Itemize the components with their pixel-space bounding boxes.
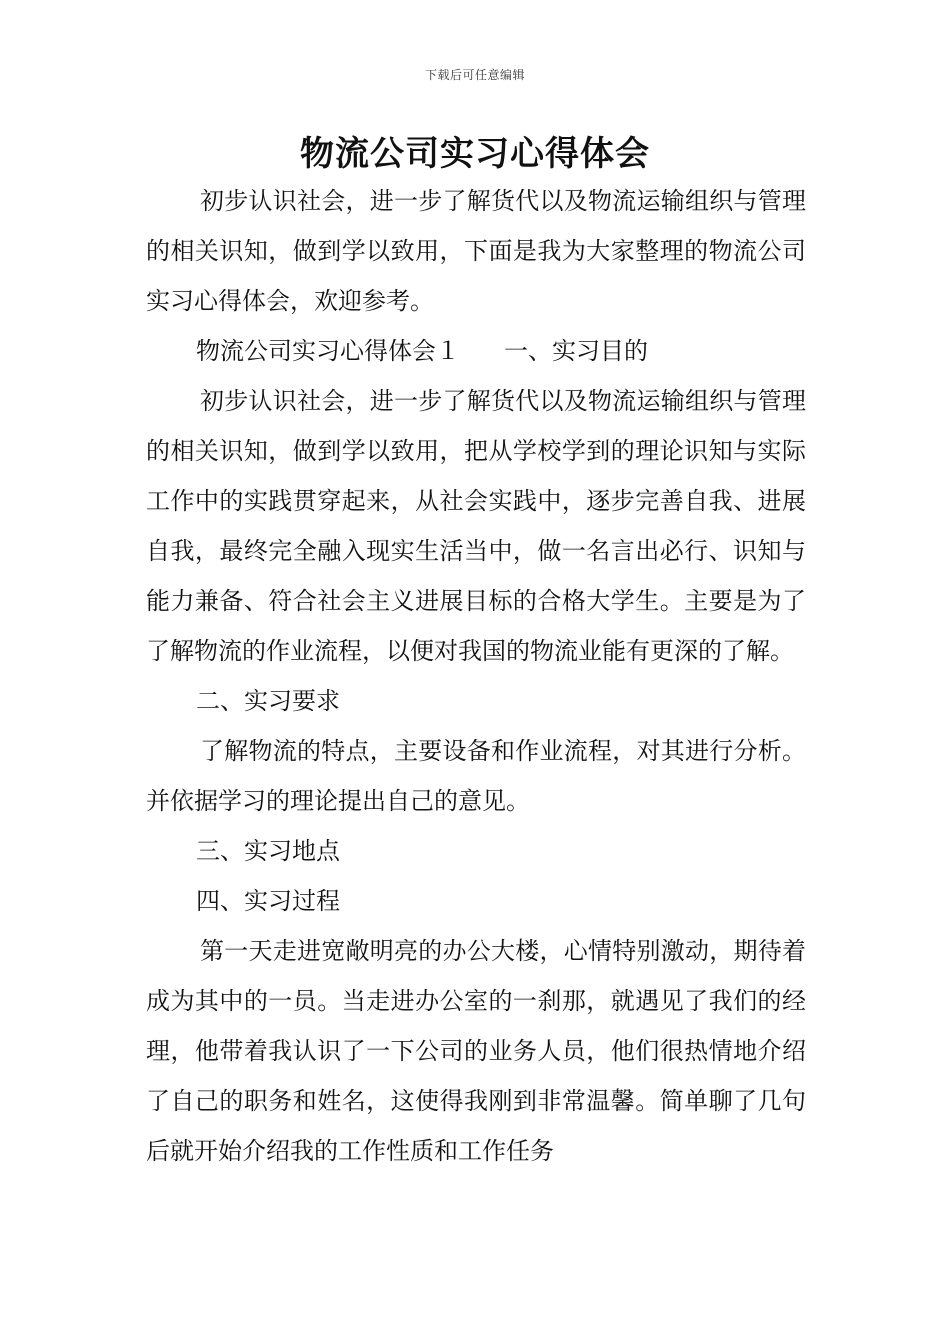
purpose-paragraph: 初步认识社会，进一步了解货代以及物流运输组织与管理的相关识知，做到学以致用，把从学校学到的理论识知与实际工作中的实践贯穿起来，从社会实践中，逐步完善自我、进展自我，最终完全融入现实生活当中，做一名言出必行、识知与能力兼备、符合社会主义进展目标的合格大学生。主要是为了了解物流的作业流程，以便对我国的物流业能有更深的了解。 [146,387,806,665]
requirements-paragraph: 了解物流的特点，主要设备和作业流程，对其进行分析。并依据学习的理论提出自己的意见。 [146,737,806,815]
page-title: 物流公司实习心得体会 [300,134,650,174]
header-note: 下载后可任意编辑 [424,68,525,82]
section-heading-1 [146,326,806,376]
document-body [146,176,806,1176]
process-heading: 四、实习过程 [196,887,340,915]
process-paragraph: 第一天走进宽敞明亮的办公大楼，心情特别激动，期待着成为其中的一员。当走进办公室的一刹那，就遇见了我们的经理，他带着我认识了一下公司的业务人员，他们很热情地介绍了自己的职务和姓名，这使得我刚到非常温馨。简单聊了几句后就开始介绍我的工作性质和工作任务 [146,937,806,1165]
section-title: 物流公司实习心得体会１ [196,337,460,365]
location-heading: 三、实习地点 [196,837,340,865]
intro-paragraph: 初步认识社会，进一步了解货代以及物流运输组织与管理的相关识知，做到学以致用，下面是我为大家整理的物流公司实习心得体会，欢迎参考。 [146,187,806,315]
purpose-heading: 一、实习目的 [504,337,648,365]
requirements-heading: 二、实习要求 [196,687,340,715]
